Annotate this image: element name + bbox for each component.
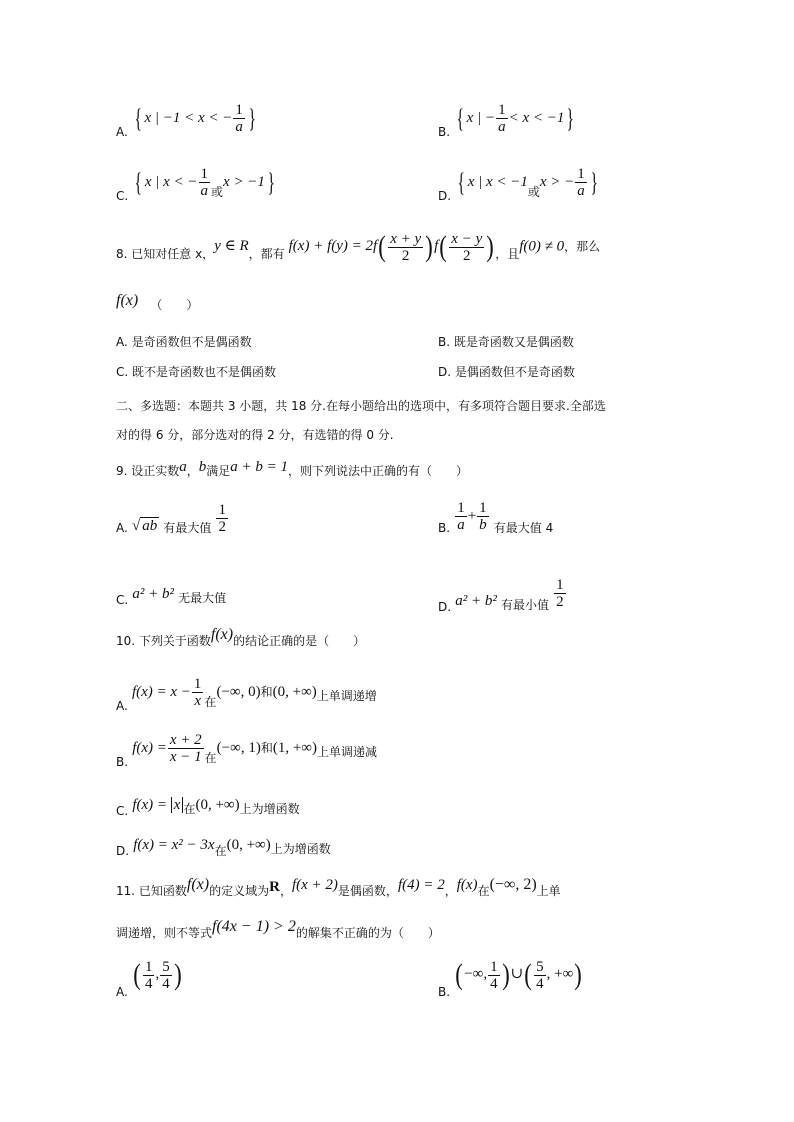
q8-a-text: 是奇函数但不是偶函数 <box>131 335 252 349</box>
q11-int: (−∞, 2) <box>489 876 537 893</box>
q11-a-f1-num: 1 <box>144 958 153 975</box>
q11-stem-5: 调递增，则不等式 <box>116 926 213 940</box>
q10-stem <box>116 626 366 648</box>
q8-c-text: 既不是奇函数也不是偶函数 <box>132 365 277 379</box>
q11-stem-1: 11. 已知函数 <box>116 884 187 898</box>
q11-stem-line1 <box>116 876 561 898</box>
q10-b-den: x − 1 <box>169 749 202 765</box>
q8-d-label: D. <box>438 365 452 379</box>
q9-option-d <box>438 565 567 614</box>
q9-option-c <box>116 585 227 607</box>
q7-option-c: C. { x | x < − $\frac{1}{a}$ 或x > −1} <box>116 166 275 203</box>
q9-a-num: 1 <box>218 502 226 518</box>
q8-frac2-den: 2 <box>463 247 471 264</box>
q9-a-text: 有最大值 <box>163 520 212 535</box>
q8-eq-lhs: f(x) + f(y) = 2f <box>288 238 378 255</box>
q7-b-num: 1 <box>498 102 506 118</box>
q10-c-text: 上为增函数 <box>239 802 300 816</box>
q8-stem-1: 8. 已知对任意 x， <box>116 247 215 262</box>
q11-b-cup: ∪ <box>510 966 524 983</box>
q9-d-num: 1 <box>556 577 564 593</box>
q8-cond: f(0) ≠ 0 <box>519 238 565 255</box>
q8-y-in-r: y ∈ R <box>214 238 249 255</box>
q9-stem-1: 9. 设正实数 <box>116 464 180 478</box>
q7-b-set-rhs: < x < −1 <box>508 109 565 126</box>
q9-stem-3: ，则下列说法中正确的有（ ） <box>288 464 469 478</box>
q9-d-label: D. <box>438 599 452 614</box>
q10-b-lhs: f(x) = <box>132 739 167 756</box>
q11-comma2: ， <box>444 884 457 898</box>
q7-d-or: 或 <box>527 184 540 199</box>
q10-a-num: 1 <box>193 676 202 692</box>
q7-option-b: B. { x | − $\frac{1}{a}$ < x < −1} <box>438 102 575 139</box>
q8-frac1-num: x + y <box>390 230 422 247</box>
q9-a: a <box>179 459 187 475</box>
q11-b-f1-den: 4 <box>490 975 498 992</box>
q8-mid-f: f <box>434 238 439 255</box>
q10-c-abs: x <box>171 797 184 813</box>
q10-a-in: 在 <box>204 694 217 709</box>
q11-b-label: B. <box>438 985 451 1000</box>
q7-option-a: A. { x | −1 < x < − $\frac{1}{a}$ } <box>116 102 256 139</box>
q9-b-f1-den: a <box>457 517 465 533</box>
q9-cond: a + b = 1 <box>230 459 289 475</box>
q7-d-num: 1 <box>577 166 585 182</box>
q11-stem-3: 是偶函数， <box>337 884 398 898</box>
q10-b-text: 上单调递减 <box>317 744 378 759</box>
q9-a-expr: ab <box>142 517 158 534</box>
q7-a-set: x | −1 < x < − <box>144 109 233 126</box>
q7-option-d: D. { x | x < −1或x > − $\frac{1}{a}$ } <box>438 166 598 203</box>
q11-b-f1-num: 1 <box>490 958 498 975</box>
q9-stem-2: 满足 <box>206 464 231 478</box>
q9-d-den: 2 <box>556 594 564 610</box>
q9-b-text: 有最大值 4 <box>493 520 554 535</box>
q10-fx: f(x) <box>210 626 234 643</box>
q11-b-f2-num: 5 <box>536 958 544 975</box>
q10-b-and: 和 <box>260 740 273 755</box>
q11-stem-4: 上单 <box>536 884 561 898</box>
q7-c-num: 1 <box>200 166 209 182</box>
q10-c-int: (0, +∞) <box>195 797 240 813</box>
q10-b-int1: (−∞, 1) <box>216 739 261 756</box>
q9-b-label: B. <box>438 520 451 535</box>
section2-line2: 对的得 6 分，部分选对的得 2 分，有选错的得 0 分. <box>116 428 394 442</box>
q9-d-expr: a² + b² <box>455 592 497 609</box>
q11-a-f2-den: 4 <box>162 975 170 992</box>
q8-option-b <box>438 333 574 350</box>
q8-stem: 8. 已知对任意 x，y ∈ R，都有 f(x) + f(y) = 2f( $\frac{x + y}{2}$ )f( $\frac{x - y}{2}$ )，且f(0) ≠ 0，那么 <box>116 230 601 264</box>
q11-a-f2-num: 5 <box>162 958 170 975</box>
q10-b-int2: (1, +∞) <box>272 739 317 756</box>
q11-stem-2: 的定义域为 <box>209 884 270 898</box>
q9-b-f2-num: 1 <box>479 500 487 516</box>
q7-b-set-lhs: x | − <box>466 109 496 126</box>
section2-line1: 二、多选题：本题共 3 小题，共 18 分.在每小题给出的选项中，有多项符合题目要求.全部选 <box>116 399 606 413</box>
q11-r: R <box>269 879 280 895</box>
q9-a-label: A. <box>116 520 128 535</box>
q8-option-a <box>116 333 252 350</box>
q8-a-label: A. <box>116 335 128 349</box>
q9-a-den: 2 <box>218 519 226 535</box>
q10-a-int2: (0, +∞) <box>272 683 317 700</box>
q7-d-set-lhs: x | x < −1 <box>467 173 528 190</box>
q7-b-den: a <box>498 119 506 135</box>
q11-a-sep: , <box>155 966 160 983</box>
q11-b-f2-den: 4 <box>536 975 544 992</box>
q11-ineq: f(4x − 1) > 2 <box>212 918 296 935</box>
q9-d-text: 有最小值 <box>500 597 549 612</box>
q7-a-label: A. <box>116 124 128 139</box>
q10-d-label: D. <box>116 844 130 858</box>
q9-c-text: 无最大值 <box>178 591 227 605</box>
q7-c-den: a <box>200 183 209 199</box>
q10-stem-2: 的结论正确的是（ ） <box>233 634 366 648</box>
q9-b-f1-num: 1 <box>457 500 465 516</box>
q10-option-b <box>116 732 378 769</box>
q10-c-label: C. <box>116 804 129 818</box>
q10-a-lhs: f(x) = x − <box>131 683 191 700</box>
q8-option-d <box>438 363 575 380</box>
q7-d-label: D. <box>438 188 452 203</box>
q11-fx3: f(x) <box>456 877 478 893</box>
q11-fx2: f(x + 2) <box>291 877 338 893</box>
q8-frac1-den: 2 <box>401 247 410 264</box>
q9-comma: ， <box>186 464 199 478</box>
q10-d-lhs: f(x) = x² − 3x <box>133 837 215 853</box>
q11-f4: f(4) = 2 <box>397 877 445 893</box>
q7-c-set-rhs: x > −1 <box>223 173 265 190</box>
q10-b-in: 在 <box>204 750 217 765</box>
q11-b-neg-inf: −∞, <box>464 966 488 983</box>
q7-c-label: C. <box>116 188 129 203</box>
q7-a-num: 1 <box>235 102 243 118</box>
q8-stem-2: ，都有 <box>248 247 285 262</box>
q8-fx-line <box>116 292 198 310</box>
q10-stem-1: 10. 下列关于函数 <box>116 634 211 648</box>
q9-option-a: A. √ ab 有最大值 $\frac{1}{2}$ <box>116 502 226 535</box>
q10-d-in: 在 <box>214 844 227 858</box>
q8-stem-3: ，且 <box>495 247 520 262</box>
q8-stem-4: ，那么 <box>564 239 601 254</box>
q11-stem-line2 <box>116 918 440 940</box>
q10-d-int: (0, +∞) <box>226 837 271 853</box>
q8-b-text: 既是奇函数又是偶函数 <box>453 335 574 349</box>
q7-c-set-lhs: x | x < − <box>144 173 198 190</box>
q10-d-text: 上为增函数 <box>270 842 331 856</box>
q7-d-set-rhs: x > − <box>539 173 575 190</box>
q10-option-c <box>116 796 300 818</box>
q8-d-text: 是偶函数但不是奇函数 <box>454 365 575 379</box>
q9-c-expr: a² + b² <box>132 586 174 602</box>
q11-comma: ， <box>279 884 292 898</box>
q9-b: b <box>198 459 207 475</box>
q10-a-and: 和 <box>260 684 273 699</box>
q10-a-int1: (−∞, 0) <box>216 683 261 700</box>
q9-b-f2-den: b <box>479 517 487 533</box>
q11-option-b: B. (−∞, $\frac{1}{4}$ )∪( $\frac{5}{4}$ , +∞) <box>438 958 583 1000</box>
q8-frac2-num: x − y <box>451 230 483 247</box>
q7-c-or: 或 <box>211 184 224 199</box>
q8-blank: （ ） <box>150 298 199 312</box>
q10-a-den: x <box>194 693 201 709</box>
q11-stem-6: 的解集不正确的为（ ） <box>295 926 440 940</box>
q11-option-a: A. ( $\frac{1}{4}$ , $\frac{5}{4}$ ) <box>116 958 182 1000</box>
q8-option-c <box>116 363 276 380</box>
q10-b-num: x + 2 <box>169 732 202 748</box>
q9-b-plus: + <box>467 507 477 524</box>
q11-in: 在 <box>477 884 490 898</box>
q9-stem <box>116 459 469 480</box>
q10-c-in: 在 <box>183 802 196 816</box>
q10-option-a <box>116 676 377 713</box>
q10-b-label: B. <box>116 754 129 769</box>
q7-a-den: a <box>235 119 243 135</box>
q9-c-label: C. <box>116 593 129 607</box>
q8-c-label: C. <box>116 365 129 379</box>
q10-c-lhs: f(x) = <box>132 797 168 813</box>
q10-a-text: 上单调递增 <box>316 688 377 703</box>
q11-a-label: A. <box>116 985 128 1000</box>
q11-fx: f(x) <box>186 876 210 893</box>
q8-fx: f(x) <box>116 292 139 309</box>
q9-option-b <box>438 500 553 533</box>
q11-a-f1-den: 4 <box>144 975 153 992</box>
q7-b-label: B. <box>438 124 451 139</box>
q10-a-label: A. <box>116 698 128 713</box>
q8-b-label: B. <box>438 335 451 349</box>
q7-d-den: a <box>577 183 585 199</box>
q11-b-pos-inf: , +∞ <box>546 966 574 983</box>
q10-option-d <box>116 836 331 858</box>
